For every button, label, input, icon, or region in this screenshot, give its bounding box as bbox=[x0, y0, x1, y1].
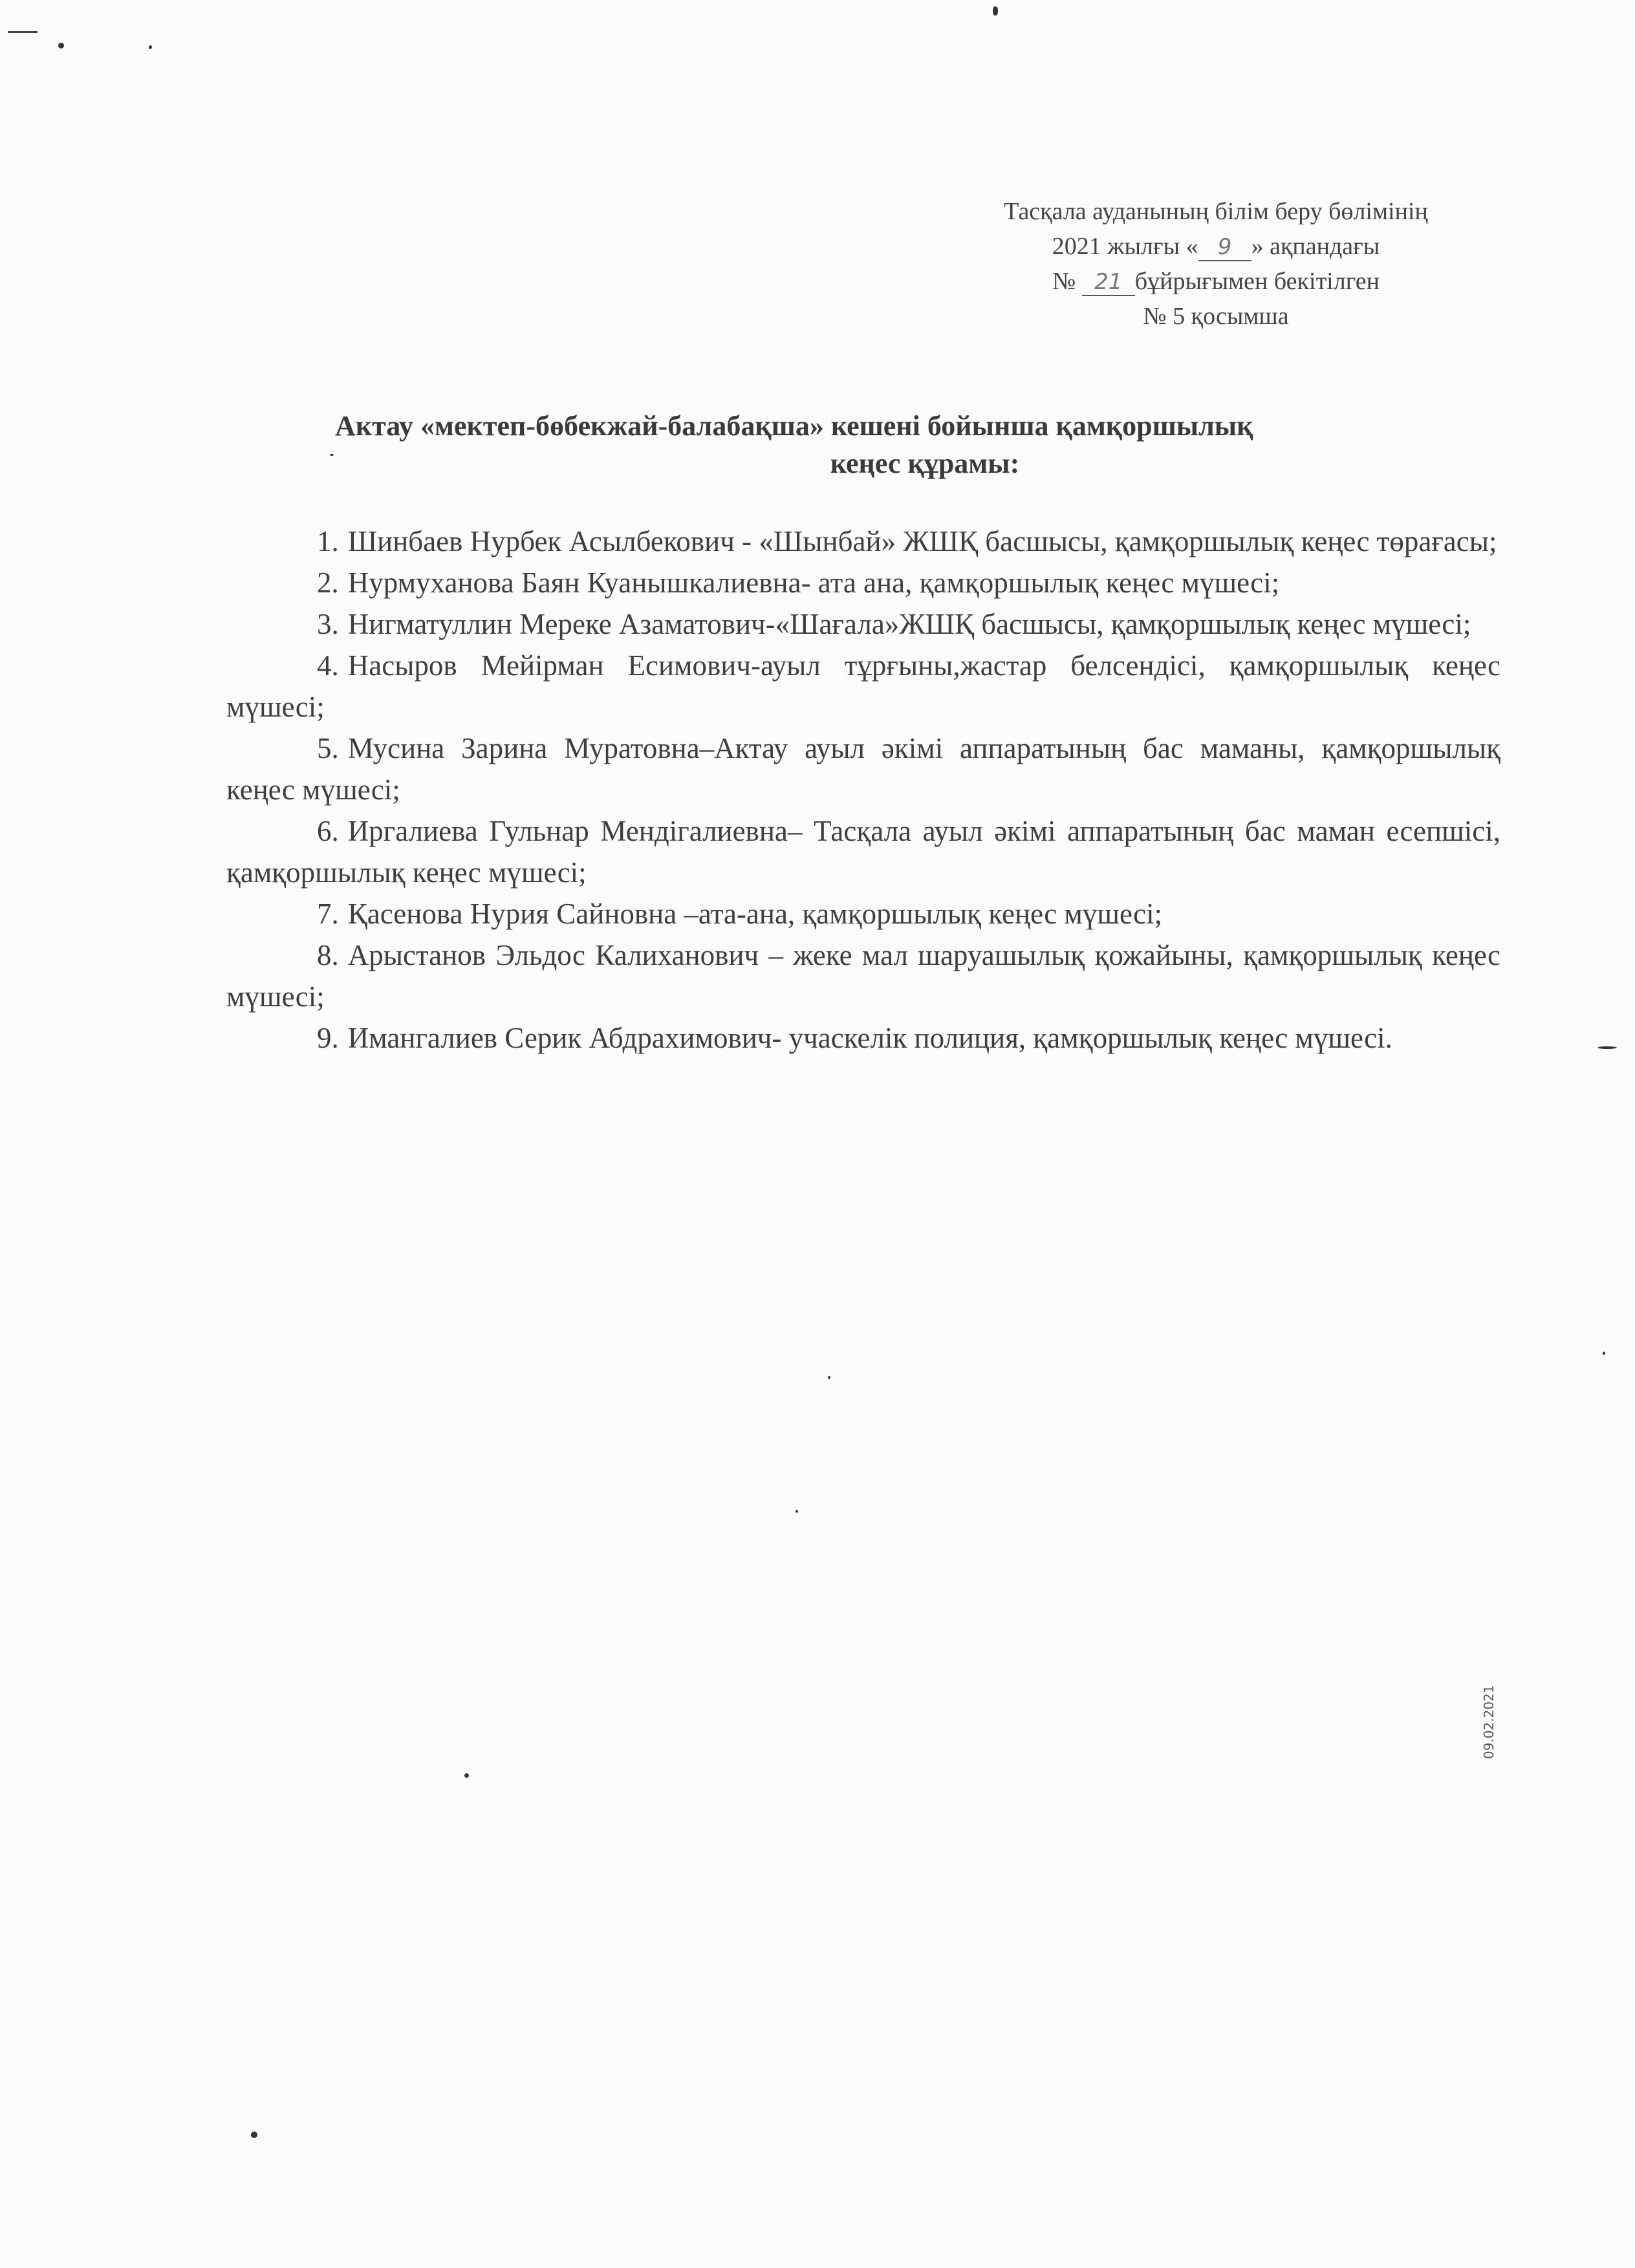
approval-line-4: № 5 қосымша bbox=[1143, 303, 1289, 330]
list-item: 6. Иргалиева Гульнар Мендігалиевна– Тасқала ауыл әкімі аппаратының бас маман есепшісі, қамқоршылық кеңес мүшесі; bbox=[226, 815, 1500, 889]
scan-speck bbox=[464, 1773, 469, 1778]
list-item: 5. Мусина Зарина Муратовна–Актау ауыл әкімі аппаратының бас маманы, қамқоршылық кеңес мүшесі; bbox=[226, 732, 1500, 806]
scan-speck bbox=[58, 43, 64, 49]
approval-order-number-handwritten: 21 bbox=[1082, 269, 1135, 296]
scan-speck bbox=[149, 45, 152, 49]
scan-speck bbox=[330, 454, 334, 456]
list-item: 8. Арыстанов Эльдос Калиханович – жеке мал шаруашылық қожайыны, қамқоршылық кеңес мүшесі; bbox=[226, 939, 1500, 1013]
scan-date-stamp: 09.02.2021 bbox=[1481, 1685, 1497, 1759]
scan-speck bbox=[828, 1376, 830, 1379]
approval-stamp-block bbox=[893, 194, 1539, 334]
member-list bbox=[226, 521, 1500, 1059]
list-item: 9. Имангалиев Серик Абдрахимович- учаскелік полиция, қамқоршылық кеңес мүшесі. bbox=[317, 1022, 1392, 1054]
scan-speck bbox=[251, 2132, 257, 2138]
scan-speck bbox=[796, 1510, 798, 1513]
approval-line-2 bbox=[893, 229, 1539, 264]
list-item: 7. Қасенова Нурия Сайновна –ата-ана, қамқоршылық кеңес мүшесі; bbox=[317, 898, 1163, 930]
scan-speck bbox=[1597, 1046, 1617, 1049]
document-title bbox=[323, 407, 1526, 482]
scan-speck bbox=[993, 6, 998, 16]
list-item: 1. Шинбаев Нурбек Асылбекович - «Шынбай» ЖШҚ басшысы, қамқоршылық кеңес төрағасы; bbox=[317, 525, 1497, 557]
approval-line-1: Тасқала ауданының білім беру бөлімінің bbox=[1004, 198, 1428, 225]
approval-line-3 bbox=[893, 264, 1539, 299]
title-line-1: Актау «мектеп-бөбекжай-балабақша» кешені бойынша қамқоршылық bbox=[335, 410, 1253, 442]
approval-number-suffix: бұйрығымен бекітілген bbox=[1134, 268, 1380, 295]
scan-speck bbox=[1603, 1352, 1605, 1355]
scan-edge-mark bbox=[8, 31, 38, 33]
list-item: 2. Нурмуханова Баян Куанышкалиевна- ата ана, қамқоршылық кеңес мүшесі; bbox=[317, 567, 1280, 599]
list-item: 4. Насыров Мейірман Есимович-ауыл тұрғыны,жастар белсендісі, қамқоршылық кеңес мүшесі; bbox=[226, 649, 1500, 723]
approval-number-prefix: № bbox=[1052, 268, 1076, 295]
approval-day-handwritten: 9 bbox=[1198, 234, 1251, 261]
list-item: 3. Нигматуллин Мереке Азаматович-«Шағала»ЖШҚ басшысы, қамқоршылық кеңес мүшесі; bbox=[317, 608, 1471, 640]
approval-date-suffix: » ақпандағы bbox=[1251, 233, 1380, 260]
approval-date-prefix: 2021 жылғы « bbox=[1052, 233, 1198, 260]
title-line-2: кеңес құрамы: bbox=[830, 448, 1020, 479]
